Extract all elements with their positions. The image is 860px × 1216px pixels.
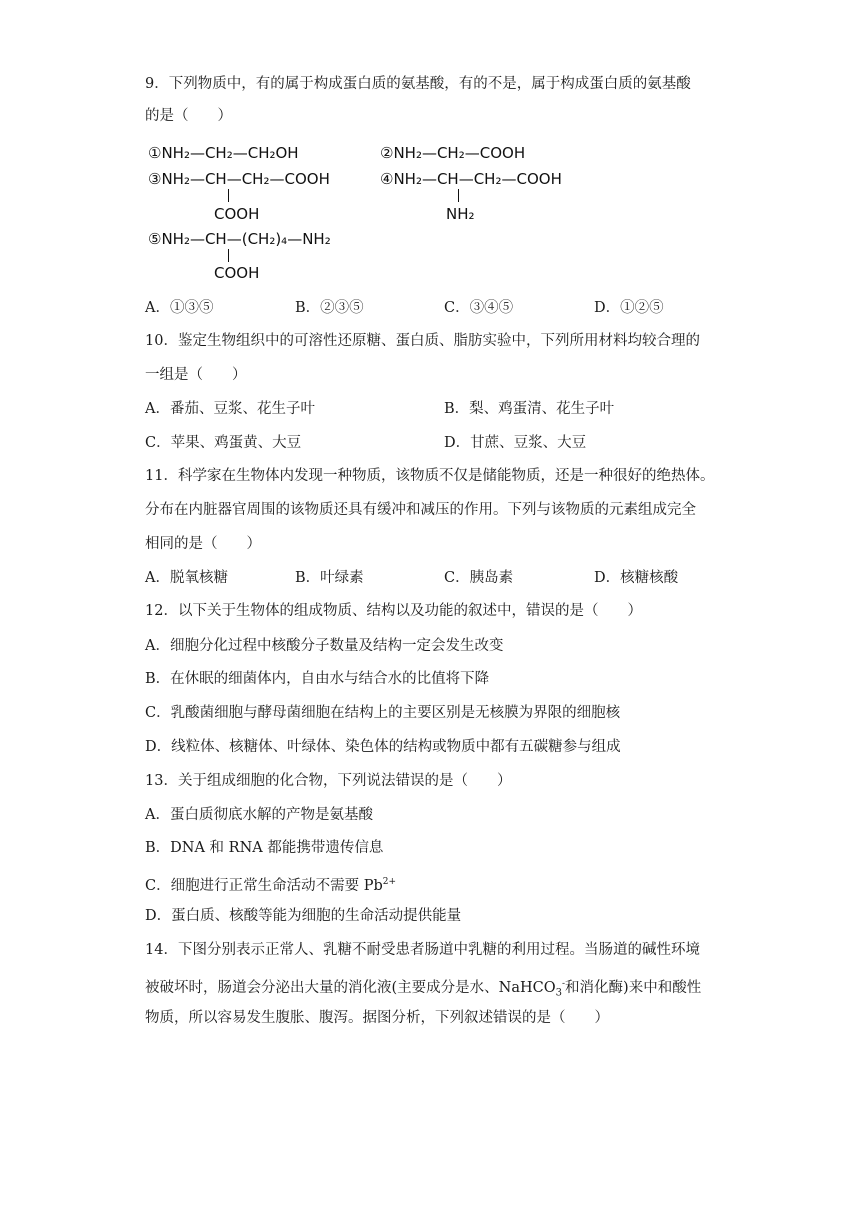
q14-stem-line3: 物质，所以容易发生腹胀、腹泻。据图分析，下列叙述错误的是（ ） [145,1010,609,1026]
structure-5-bond [228,249,229,262]
q12-option-d[interactable]: D．线粒体、核糖体、叶绿体、染色体的结构或物质中都有五碳糖参与组成 [145,739,621,755]
structure-5: ⑤NH₂—CH—(CH₂)₄—NH₂ [148,230,331,248]
q12-option-a[interactable]: A．细胞分化过程中核酸分子数量及结构一定会发生改变 [145,638,504,654]
q14-line2-sup: - [562,979,566,989]
q13-option-c[interactable] [145,872,396,896]
q9-option-a[interactable]: A．①③⑤ [145,300,214,316]
structure-1: ①NH₂—CH₂—CH₂OH [148,144,299,162]
q12-option-c[interactable]: C．乳酸菌细胞与酵母菌细胞在结构上的主要区别是无核膜为界限的细胞核 [145,705,621,721]
structure-4-bond [458,189,459,202]
q9-stem-line1: 9．下列物质中，有的属于构成蛋白质的氨基酸，有的不是，属于构成蛋白质的氨基酸 [145,76,691,92]
q12-stem-line1: 12．以下关于生物体的组成物质、结构以及功能的叙述中，错误的是（ ） [145,603,642,619]
q13-option-c-text: C．细胞进行正常生命活动不需要 Pb [145,877,383,894]
structure-3: ③NH₂—CH—CH₂—COOH [148,170,330,188]
structure-2: ②NH₂—CH₂—COOH [380,144,526,162]
q11-option-c[interactable]: C．胰岛素 [444,570,514,586]
structure-5-substituent: COOH [214,264,260,282]
q14-line2-post: 和消化酶)来中和酸性 [565,979,702,996]
q13-option-b[interactable]: B．DNA 和 RNA 都能携带遗传信息 [145,840,384,856]
q10-option-c[interactable]: C．苹果、鸡蛋黄、大豆 [145,435,302,451]
q10-stem-line1: 10．鉴定生物组织中的可溶性还原糖、蛋白质、脂肪实验中，下列所用材料均较合理的 [145,333,700,349]
q14-line2-pre: 被破坏时，肠道会分泌出大量的消化液(主要成分是水、NaHCO [145,979,556,996]
q9-option-b[interactable]: B．②③⑤ [295,300,364,316]
structure-3-substituent: COOH [214,205,260,223]
q12-option-b[interactable]: B．在休眠的细菌体内，自由水与结合水的比值将下降 [145,671,490,687]
q11-stem-line2: 分布在内脏器官周围的该物质还具有缓冲和减压的作用。下列与该物质的元素组成完全 [145,502,696,518]
structure-4: ④NH₂—CH—CH₂—COOH [380,170,562,188]
structure-4-substituent: NH₂ [446,205,475,223]
q10-option-d[interactable]: D．甘蔗、豆浆、大豆 [444,435,587,451]
q11-stem-line1: 11．科学家在生物体内发现一种物质，该物质不仅是储能物质，还是一种很好的绝热体。 [145,468,715,484]
q10-stem-line2: 一组是（ ） [145,367,247,383]
q11-stem-line3: 相同的是（ ） [145,536,261,552]
q13-option-a[interactable]: A．蛋白质彻底水解的产物是氨基酸 [145,807,373,823]
q14-stem-line1: 14．下图分别表示正常人、乳糖不耐受患者肠道中乳糖的利用过程。当肠道的碱性环境 [145,942,700,958]
structure-3-bond [228,189,229,202]
q9-stem-line2: 的是（ ） [145,108,232,124]
q10-option-a[interactable]: A．番茄、豆浆、花生子叶 [145,401,315,417]
q14-line2-sub: 3 [555,987,562,999]
q14-stem-line2 [145,974,701,1004]
q11-option-b[interactable]: B．叶绿素 [295,570,364,586]
q13-option-d[interactable]: D．蛋白质、核酸等能为细胞的生命活动提供能量 [145,908,462,924]
q13-stem-line1: 13．关于组成细胞的化合物，下列说法错误的是（ ） [145,773,512,789]
q10-option-b[interactable]: B．梨、鸡蛋清、花生子叶 [444,401,615,417]
q11-option-a[interactable]: A．脱氧核糖 [145,570,228,586]
q9-option-c[interactable]: C．③④⑤ [444,300,514,316]
q9-option-d[interactable]: D．①②⑤ [594,300,664,316]
q11-option-d[interactable]: D．核糖核酸 [594,570,679,586]
q13-option-c-charge: 2+ [382,877,397,887]
